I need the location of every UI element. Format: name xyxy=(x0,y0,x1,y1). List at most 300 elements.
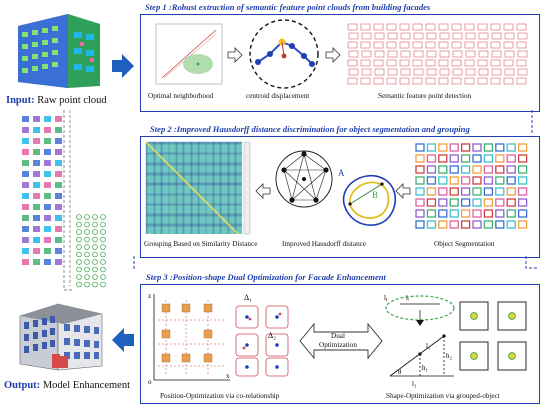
grouped-circle xyxy=(85,230,90,235)
facade-window xyxy=(518,51,527,57)
facade-window xyxy=(492,69,501,75)
raw-point-cloud-image xyxy=(10,8,110,90)
segmented-object xyxy=(484,221,492,228)
facade-window xyxy=(517,60,526,66)
grouped-circle xyxy=(101,282,106,287)
grouped-circle xyxy=(93,230,98,235)
step3-caption-position: Position-Optimization via co-relationship xyxy=(160,392,280,400)
facade-window xyxy=(517,42,526,48)
grouped-circle xyxy=(85,237,90,242)
delta1-label: Δ₁ xyxy=(244,293,252,302)
window-sample xyxy=(33,215,40,221)
segmented-object xyxy=(484,210,492,217)
window-sample xyxy=(33,138,40,144)
facade-window xyxy=(388,51,397,57)
segmented-object xyxy=(519,199,527,206)
centroid-displacement-diagram xyxy=(246,16,322,92)
segmented-object xyxy=(450,155,458,162)
segmented-object xyxy=(462,221,470,228)
facade-window xyxy=(414,51,423,57)
segmented-object xyxy=(416,188,424,195)
window-sample xyxy=(44,116,51,122)
window-sample xyxy=(44,226,51,232)
hausdorff-curves xyxy=(334,164,404,234)
facade-window xyxy=(426,78,435,84)
facade-window xyxy=(387,78,396,84)
axis-x-label: x xyxy=(226,372,230,380)
facade-window xyxy=(439,24,448,30)
segmented-object xyxy=(427,166,435,173)
segmented-object xyxy=(473,177,481,184)
facade-window xyxy=(453,51,462,57)
window-sample xyxy=(22,204,29,210)
window-sample xyxy=(33,149,40,155)
facade-window xyxy=(388,33,397,39)
facade-window xyxy=(504,42,513,48)
facade-window xyxy=(348,24,357,30)
segmented-object xyxy=(519,166,527,173)
matrix-colorbar xyxy=(244,142,250,234)
window-sample xyxy=(33,171,40,177)
segmented-object xyxy=(439,188,447,195)
facade-window xyxy=(400,60,409,66)
step2-arrow-2 xyxy=(396,184,410,198)
grouped-circle xyxy=(101,267,106,272)
grouped-circle xyxy=(93,275,98,280)
segmented-object xyxy=(519,188,527,195)
arrow-input-to-step1 xyxy=(112,54,134,78)
facade-window xyxy=(518,69,527,75)
window-sample xyxy=(44,138,51,144)
facade-window xyxy=(375,51,384,57)
segmented-object xyxy=(496,210,504,217)
segmented-object xyxy=(484,188,492,195)
segmented-object xyxy=(496,188,504,195)
facade-window xyxy=(466,33,475,39)
grouped-circle xyxy=(93,282,98,287)
segmented-object xyxy=(427,144,435,151)
facade-window xyxy=(478,42,487,48)
facade-window xyxy=(375,33,384,39)
segmented-object xyxy=(519,144,527,151)
facade-window xyxy=(466,69,475,75)
segmented-object xyxy=(496,155,504,162)
segmented-object xyxy=(496,199,504,206)
segmented-object xyxy=(496,221,504,228)
dual-label-line2: Optimization xyxy=(319,341,357,349)
segmented-object xyxy=(462,166,470,173)
step2-caption-grouping: Grouping Based on Similarity Distance xyxy=(144,240,258,248)
facade-window xyxy=(401,51,410,57)
segmented-object xyxy=(519,210,527,217)
facade-window xyxy=(505,51,514,57)
segmented-object xyxy=(439,166,447,173)
segmented-object xyxy=(496,166,504,173)
l1-label: l₁ xyxy=(426,342,431,350)
segmented-object xyxy=(507,199,515,206)
window-sample xyxy=(22,127,29,133)
window-sample xyxy=(44,182,51,188)
segmented-object xyxy=(519,221,527,228)
window-sample xyxy=(44,193,51,199)
segmented-object xyxy=(473,155,481,162)
facade-window xyxy=(401,33,410,39)
window-sample xyxy=(33,160,40,166)
segmented-object xyxy=(450,144,458,151)
step2-caption-segmentation: Object Segmentation xyxy=(434,240,495,248)
facade-window xyxy=(453,69,462,75)
similarity-matrix xyxy=(146,142,252,234)
facade-window xyxy=(452,78,461,84)
window-sample xyxy=(44,127,51,133)
facade-window xyxy=(427,69,436,75)
facade-window xyxy=(362,33,371,39)
segmented-object xyxy=(450,199,458,206)
facade-window xyxy=(413,42,422,48)
grouped-circle xyxy=(85,245,90,250)
li-label: lᵢ xyxy=(406,294,410,302)
facade-window xyxy=(362,51,371,57)
step1-caption-optimal-neighborhood: Optimal neighborhood xyxy=(148,92,214,100)
grouped-circle xyxy=(93,245,98,250)
theta-label: θ xyxy=(398,368,402,376)
segmented-object xyxy=(462,210,470,217)
optimal-neighborhood-plot xyxy=(152,22,224,88)
facade-window xyxy=(504,24,513,30)
facade-window xyxy=(505,33,514,39)
shape-optimization-geometry xyxy=(380,290,460,386)
segmented-object xyxy=(450,177,458,184)
facade-window xyxy=(440,51,449,57)
facade-window xyxy=(349,33,358,39)
grouped-circle xyxy=(101,275,106,280)
facade-window xyxy=(452,24,461,30)
facade-window xyxy=(505,69,514,75)
facade-window xyxy=(465,24,474,30)
segmented-object xyxy=(507,144,515,151)
segmented-object xyxy=(450,188,458,195)
facade-window xyxy=(465,42,474,48)
facade-window xyxy=(452,42,461,48)
segmented-object xyxy=(507,188,515,195)
facade-window xyxy=(413,24,422,30)
segmented-object xyxy=(473,221,481,228)
segmented-object xyxy=(507,155,515,162)
grouped-circle xyxy=(101,245,106,250)
grouped-object-boxes xyxy=(456,294,532,382)
facade-window xyxy=(400,42,409,48)
window-sample xyxy=(33,226,40,232)
facade-window xyxy=(479,69,488,75)
segmented-object xyxy=(450,221,458,228)
window-sample xyxy=(33,259,40,265)
grouped-circle xyxy=(85,260,90,265)
grouped-circle xyxy=(93,252,98,257)
window-sample xyxy=(44,204,51,210)
facade-window xyxy=(387,60,396,66)
window-sample xyxy=(44,171,51,177)
facade-window xyxy=(374,60,383,66)
segmented-object xyxy=(439,210,447,217)
connector-step1-step2 xyxy=(526,110,546,136)
lj-label: lⱼ xyxy=(384,294,388,302)
facade-window xyxy=(492,33,501,39)
facade-window xyxy=(348,60,357,66)
facade-window xyxy=(452,60,461,66)
segmented-object xyxy=(462,177,470,184)
segmented-object xyxy=(507,177,515,184)
window-sample xyxy=(33,127,40,133)
facade-window xyxy=(426,60,435,66)
facade-window xyxy=(426,42,435,48)
step1-arrow-1 xyxy=(228,48,242,62)
step1-arrow-2 xyxy=(326,48,340,62)
segmented-object xyxy=(507,221,515,228)
segmented-object xyxy=(462,155,470,162)
step2-title: Step 2 :Improved Hausdorff distance discrimination for object segmentation and grouping xyxy=(150,124,470,134)
segmented-object xyxy=(496,177,504,184)
facade-window xyxy=(388,69,397,75)
grouped-circle xyxy=(93,215,98,220)
facade-window xyxy=(517,78,526,84)
window-sample xyxy=(44,237,51,243)
facade-window xyxy=(491,78,500,84)
facade-window xyxy=(439,60,448,66)
hausdorff-graph xyxy=(272,148,336,210)
segmented-object xyxy=(484,199,492,206)
segmented-object xyxy=(462,188,470,195)
facade-window xyxy=(414,69,423,75)
window-sample xyxy=(33,193,40,199)
facade-window xyxy=(504,60,513,66)
segmented-object xyxy=(484,144,492,151)
segmented-object xyxy=(416,155,424,162)
segmented-object xyxy=(427,199,435,206)
step3-caption-shape: Shape-Optimization via grouped-object xyxy=(386,392,500,400)
h2-label: h₂ xyxy=(446,352,452,360)
grouped-circle xyxy=(93,260,98,265)
segmented-object xyxy=(462,199,470,206)
facade-window xyxy=(414,33,423,39)
window-sample xyxy=(44,248,51,254)
dashed-connector xyxy=(60,110,80,300)
facade-window xyxy=(440,33,449,39)
facade-window xyxy=(491,42,500,48)
segmented-object xyxy=(416,210,424,217)
segmented-object xyxy=(439,221,447,228)
facade-window xyxy=(518,33,527,39)
grouped-delta-boxes xyxy=(232,290,294,380)
segmented-object xyxy=(416,144,424,151)
window-sample xyxy=(22,149,29,155)
segmented-object xyxy=(416,199,424,206)
facade-window xyxy=(361,78,370,84)
facade-window xyxy=(492,51,501,57)
segmented-object xyxy=(450,210,458,217)
grouped-circle xyxy=(101,215,106,220)
semantic-feature-facade xyxy=(344,20,532,86)
segmented-object xyxy=(416,221,424,228)
facade-window xyxy=(413,78,422,84)
facade-window xyxy=(479,33,488,39)
window-sample xyxy=(44,160,51,166)
window-sample xyxy=(44,149,51,155)
segmented-object xyxy=(427,155,435,162)
window-sample xyxy=(22,171,29,177)
facade-window xyxy=(465,60,474,66)
facade-window xyxy=(400,78,409,84)
step2-caption-hausdorff: Improved Hausdorff distance xyxy=(282,240,367,248)
segmented-object xyxy=(507,166,515,173)
window-sample xyxy=(22,116,29,122)
window-sample xyxy=(33,116,40,122)
curve-label-a: A xyxy=(338,168,345,178)
facade-window xyxy=(478,60,487,66)
facade-window xyxy=(491,24,500,30)
facade-window xyxy=(374,24,383,30)
segmented-object xyxy=(439,177,447,184)
window-sample xyxy=(22,259,29,265)
facade-window xyxy=(491,60,500,66)
facade-window xyxy=(362,69,371,75)
facade-window xyxy=(387,24,396,30)
arrow-step3-to-output xyxy=(112,328,134,352)
facade-window xyxy=(374,78,383,84)
segmented-object xyxy=(427,188,435,195)
segmented-object xyxy=(473,188,481,195)
window-sample xyxy=(33,182,40,188)
grouped-circle xyxy=(93,267,98,272)
axis-o-label: o xyxy=(148,378,152,386)
facade-window xyxy=(361,24,370,30)
window-sample xyxy=(22,248,29,254)
segmented-object xyxy=(439,144,447,151)
segmented-object xyxy=(484,177,492,184)
window-sample xyxy=(33,237,40,243)
facade-window xyxy=(466,51,475,57)
segmented-object xyxy=(519,177,527,184)
facade-window xyxy=(401,69,410,75)
input-label: Input: Raw point cloud xyxy=(6,95,107,106)
facade-window xyxy=(400,24,409,30)
axis-z-label: z xyxy=(148,292,152,300)
dual-label-line1: Dual xyxy=(331,332,345,340)
facade-window xyxy=(440,69,449,75)
segmented-object xyxy=(427,177,435,184)
window-sample xyxy=(44,259,51,265)
facade-window xyxy=(374,42,383,48)
window-sample xyxy=(22,193,29,199)
segmented-object xyxy=(484,166,492,173)
step1-title: Step 1 :Robust extraction of semantic feature point clouds from building facades xyxy=(145,2,431,12)
facade-window xyxy=(348,42,357,48)
delta2-label: Δ₂ xyxy=(268,331,276,340)
segmented-object xyxy=(519,155,527,162)
segmented-object xyxy=(450,166,458,173)
window-sample xyxy=(33,204,40,210)
window-sample xyxy=(22,138,29,144)
segmented-object xyxy=(473,199,481,206)
facade-window xyxy=(349,51,358,57)
segmented-object xyxy=(484,155,492,162)
facade-window xyxy=(504,78,513,84)
window-sample xyxy=(33,248,40,254)
facade-window xyxy=(349,69,358,75)
grouped-circle xyxy=(101,252,106,257)
window-sample xyxy=(22,215,29,221)
facade-window xyxy=(427,51,436,57)
window-sample xyxy=(44,215,51,221)
facade-window xyxy=(361,42,370,48)
grouped-circle xyxy=(85,222,90,227)
grouped-circle xyxy=(93,237,98,242)
facade-window xyxy=(479,51,488,57)
h1-label: h₁ xyxy=(422,364,428,372)
grouped-circle xyxy=(101,260,106,265)
window-sample xyxy=(22,182,29,188)
facade-window xyxy=(478,78,487,84)
facade-window xyxy=(453,33,462,39)
enhanced-model-image xyxy=(14,294,106,374)
segmented-object xyxy=(473,144,481,151)
facade-window xyxy=(348,78,357,84)
facade-window xyxy=(361,60,370,66)
curve-label-b: B xyxy=(372,190,379,200)
step2-arrow-1 xyxy=(256,184,270,198)
output-label: Output: Model Enhancement xyxy=(4,380,130,391)
grouped-circle xyxy=(101,237,106,242)
grouped-circle xyxy=(93,222,98,227)
segmented-object xyxy=(439,199,447,206)
facade-window xyxy=(517,24,526,30)
window-sample xyxy=(22,226,29,232)
facade-window xyxy=(465,78,474,84)
grouped-circle xyxy=(85,282,90,287)
segmented-object xyxy=(427,210,435,217)
segmented-object xyxy=(439,155,447,162)
step1-caption-semantic: Semantic feature point detection xyxy=(378,92,472,100)
segmented-object xyxy=(473,210,481,217)
facade-window xyxy=(387,42,396,48)
segmented-object xyxy=(473,166,481,173)
step3-title: Step 3 :Position-shape Dual Optimization for Facade Enhancement xyxy=(146,272,386,282)
facade-window xyxy=(426,24,435,30)
facade-window xyxy=(413,60,422,66)
l2-label: l₂ xyxy=(412,380,417,388)
facade-window xyxy=(427,33,436,39)
grouped-circle xyxy=(101,222,106,227)
facade-window xyxy=(439,78,448,84)
segmented-object xyxy=(416,177,424,184)
facade-window xyxy=(478,24,487,30)
grouped-circle xyxy=(101,230,106,235)
segmented-object xyxy=(462,144,470,151)
position-optimization-plot xyxy=(148,290,234,386)
grouped-circle xyxy=(85,275,90,280)
object-segmentation-grid xyxy=(414,142,532,234)
grouped-circle xyxy=(85,215,90,220)
segmented-object xyxy=(496,144,504,151)
window-sample xyxy=(22,160,29,166)
window-sample xyxy=(22,237,29,243)
facade-window xyxy=(375,69,384,75)
segmented-object xyxy=(507,210,515,217)
segmented-object xyxy=(427,221,435,228)
grouped-circle xyxy=(85,252,90,257)
step1-caption-centroid: centroid displacement xyxy=(246,92,310,100)
facade-window xyxy=(439,42,448,48)
segmented-object xyxy=(416,166,424,173)
